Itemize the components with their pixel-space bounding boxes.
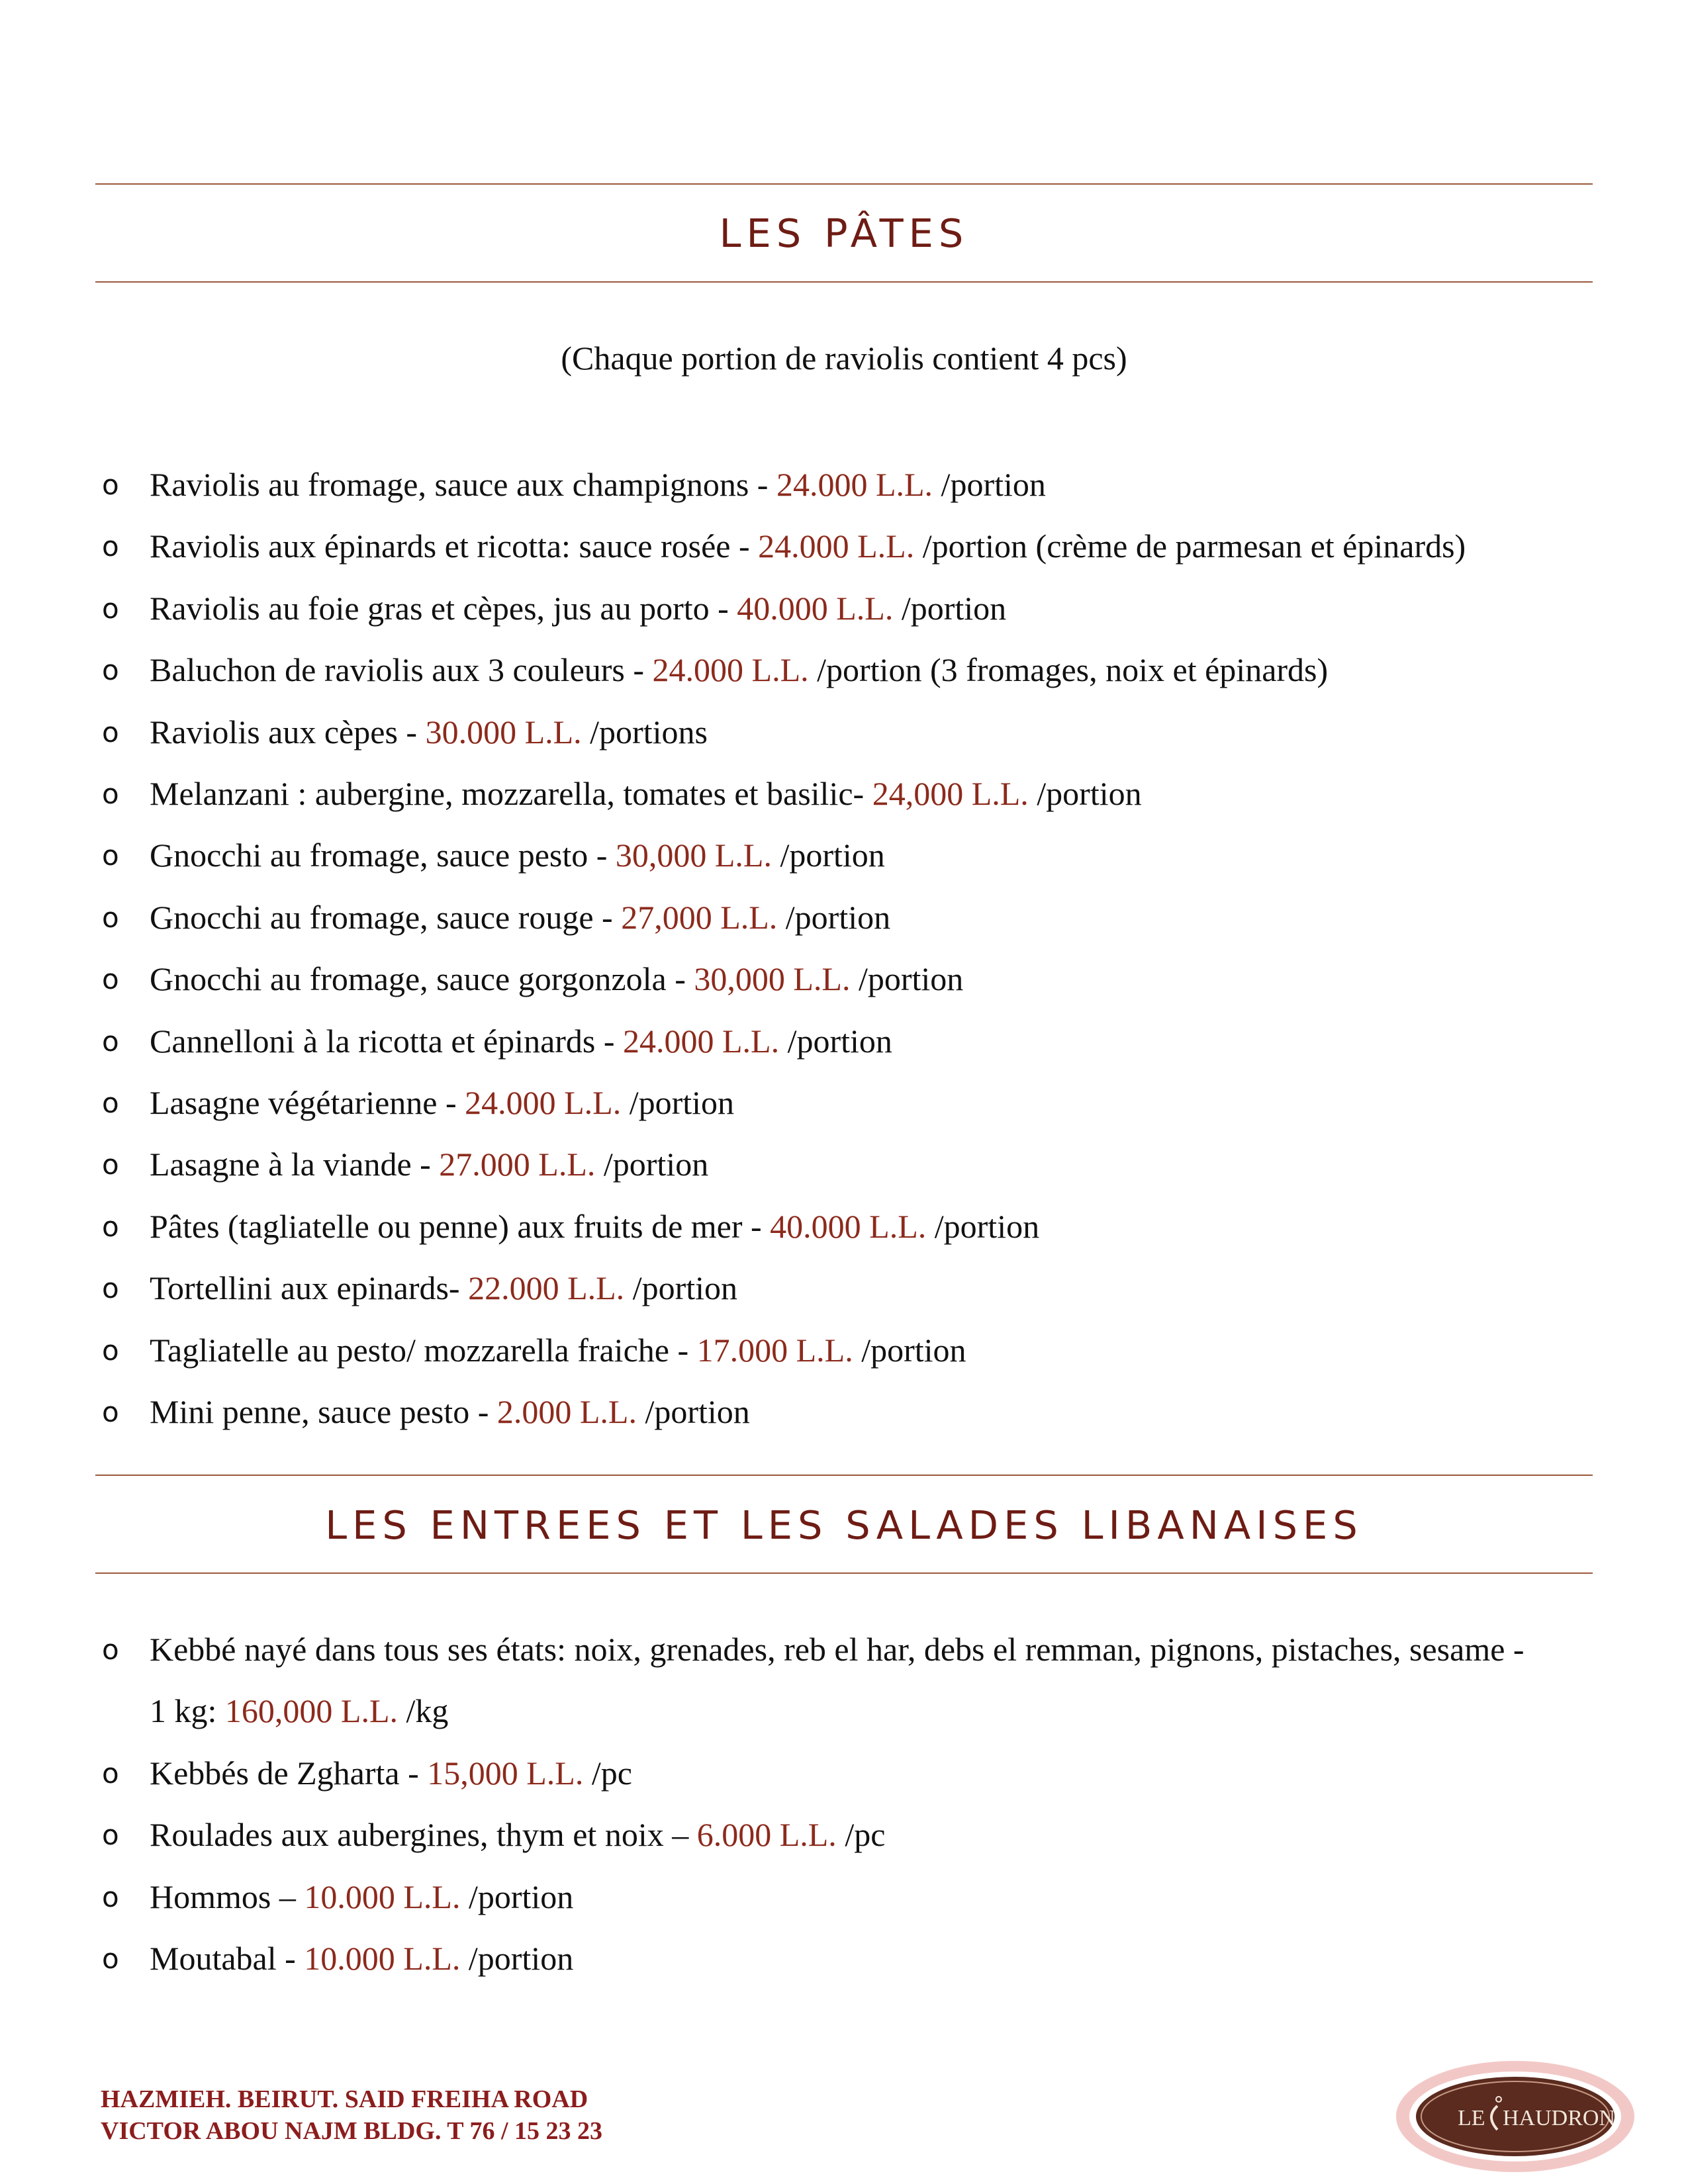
svg-text:LE: LE <box>1458 2106 1485 2130</box>
menu-item <box>95 1743 1525 1804</box>
menu-item <box>95 1072 1593 1134</box>
menu-item-unit: /portion <box>779 1022 892 1060</box>
bullet-icon: o <box>102 654 119 687</box>
menu-item <box>95 948 1593 1010</box>
menu-item-name: Hommos – <box>150 1878 305 1915</box>
menu-item <box>95 1196 1593 1257</box>
menu-item-unit: /pc <box>583 1754 632 1792</box>
menu-item-price: 24,000 L.L. <box>872 775 1029 813</box>
menu-item-price: 15,000 L.L. <box>427 1754 584 1792</box>
entrees-menu-list <box>95 1619 1525 1989</box>
menu-item-price: 30,000 L.L. <box>615 837 772 874</box>
footer-address-line2: VICTOR ABOU NAJM BLDG. T 76 / 15 23 23 <box>101 2117 602 2145</box>
menu-item <box>95 702 1593 763</box>
menu-item-name: Cannelloni à la ricotta et épinards - <box>150 1022 624 1060</box>
ravioli-note: (Chaque portion de raviolis contient 4 pcs) <box>561 340 1127 377</box>
menu-item <box>95 1257 1593 1319</box>
menu-item-price: 30.000 L.L. <box>425 713 582 751</box>
menu-item-price: 40.000 L.L. <box>737 589 894 627</box>
menu-item-name: Baluchon de raviolis aux 3 couleurs - <box>150 651 653 689</box>
footer-address-line1: HAZMIEH. BEIRUT. SAID FREIHA ROAD <box>101 2085 588 2113</box>
menu-item-unit: /portion <box>777 898 891 936</box>
top-rule-entrees <box>95 1475 1593 1476</box>
bullet-icon: o <box>102 1148 119 1181</box>
menu-item <box>95 763 1593 825</box>
bullet-icon: o <box>102 469 119 501</box>
menu-item-unit: /portion <box>893 589 1007 627</box>
menu-item <box>95 639 1593 701</box>
menu-item-name: Melanzani : aubergine, mozzarella, tomates et basilic- <box>150 775 872 813</box>
bullet-icon: o <box>102 1396 119 1429</box>
menu-item-unit: /portion <box>621 1084 735 1122</box>
menu-item-unit: /portion (crème de parmesan et épinards) <box>914 527 1466 565</box>
menu-item-name: Gnocchi au fromage, sauce gorgonzola - <box>150 960 694 998</box>
menu-item-price: 24.000 L.L. <box>465 1084 622 1122</box>
bullet-icon: o <box>102 1633 119 1666</box>
menu-item-price: 2.000 L.L. <box>496 1393 637 1431</box>
menu-item-name: Kebbés de Zgharta - <box>150 1754 428 1792</box>
menu-item-price: 30,000 L.L. <box>694 960 851 998</box>
menu-item <box>95 578 1593 639</box>
menu-item <box>95 1619 1525 1743</box>
le-chaudron-logo <box>1393 2057 1638 2176</box>
menu-item-unit: /portion <box>933 466 1046 503</box>
menu-item-name: Lasagne à la viande - <box>150 1146 440 1183</box>
menu-item-unit: /portion <box>850 960 964 998</box>
bullet-icon: o <box>102 778 119 811</box>
bottom-rule-pates <box>95 281 1593 283</box>
menu-item-unit: /portion <box>853 1331 966 1369</box>
menu-item-price: 24.000 L.L. <box>652 651 809 689</box>
section-title-entrees: LES ENTREES ET LES SALADES LIBANAISES <box>325 1502 1363 1548</box>
menu-item <box>95 1320 1593 1381</box>
menu-item-unit: /portion <box>624 1269 738 1307</box>
menu-item-name: Tagliatelle au pesto/ mozzarella fraiche - <box>150 1331 697 1369</box>
bullet-icon: o <box>102 1942 119 1976</box>
pates-menu-list <box>95 454 1593 1443</box>
menu-item-unit: /portion (3 fromages, noix et épinards) <box>808 651 1329 689</box>
bullet-icon: o <box>102 530 119 563</box>
menu-item <box>95 516 1593 577</box>
bullet-icon: o <box>102 592 119 625</box>
menu-item-price: 6.000 L.L. <box>696 1816 837 1854</box>
menu-item <box>95 887 1593 948</box>
bullet-icon: o <box>102 1087 119 1120</box>
menu-item-name: Lasagne végétarienne - <box>150 1084 465 1122</box>
menu-item-unit: /portion <box>1028 775 1142 813</box>
menu-item-price: 17.000 L.L. <box>696 1331 853 1369</box>
menu-item-unit: /portion <box>771 837 885 874</box>
bottom-rule-entrees <box>95 1572 1593 1574</box>
menu-item-name: Raviolis aux épinards et ricotta: sauce rosée - <box>150 527 759 565</box>
menu-item-name: Gnocchi au fromage, sauce rouge - <box>150 898 622 936</box>
bullet-icon: o <box>102 839 119 872</box>
bullet-icon: o <box>102 963 119 996</box>
menu-item-unit: /portions <box>581 713 708 751</box>
menu-item <box>95 1804 1525 1866</box>
menu-item <box>95 1866 1525 1928</box>
menu-item-price: 24.000 L.L. <box>776 466 933 503</box>
menu-item-unit: /kg <box>398 1692 449 1730</box>
bullet-icon: o <box>102 1819 119 1852</box>
footer-address <box>101 2083 602 2147</box>
menu-item-price: 27.000 L.L. <box>439 1146 596 1183</box>
bullet-icon: o <box>102 715 119 749</box>
bullet-icon: o <box>102 1880 119 1913</box>
menu-item-name: Kebbé nayé dans tous ses états: noix, grenades, reb el har, debs el remman, pignons, pistaches, sesame - 1 kg: <box>150 1631 1524 1730</box>
menu-item-price: 22.000 L.L. <box>468 1269 625 1307</box>
menu-item-name: Gnocchi au fromage, sauce pesto - <box>150 837 616 874</box>
menu-item <box>95 1134 1593 1195</box>
menu-item <box>95 825 1593 886</box>
svg-text:HAUDRON: HAUDRON <box>1503 2106 1615 2130</box>
section-title-pates: LES PÂTES <box>719 210 969 256</box>
menu-item <box>95 1381 1593 1443</box>
menu-item <box>95 1011 1593 1072</box>
menu-item-price: 10.000 L.L. <box>304 1878 461 1915</box>
menu-item-unit: /pc <box>836 1816 886 1854</box>
bullet-icon: o <box>102 1756 119 1790</box>
menu-item-price: 10.000 L.L. <box>304 1940 461 1978</box>
menu-item-unit: /portion <box>460 1940 574 1978</box>
bullet-icon: o <box>102 1210 119 1243</box>
menu-item-unit: /portion <box>595 1146 709 1183</box>
menu-item-name: Mini penne, sauce pesto - <box>150 1393 497 1431</box>
menu-item-name: Raviolis au foie gras et cèpes, jus au porto - <box>150 589 737 627</box>
menu-item-name: Roulades aux aubergines, thym et noix – <box>150 1816 697 1854</box>
bullet-icon: o <box>102 1024 119 1058</box>
menu-item-unit: /portion <box>636 1393 750 1431</box>
menu-item-price: 40.000 L.L. <box>770 1207 927 1245</box>
menu-item-unit: /portion <box>926 1207 1040 1245</box>
menu-item-price: 24.000 L.L. <box>623 1022 780 1060</box>
menu-item <box>95 1928 1525 1989</box>
menu-item-name: Raviolis au fromage, sauce aux champignons - <box>150 466 776 503</box>
menu-item-price: 24.000 L.L. <box>758 527 915 565</box>
bullet-icon: o <box>102 1272 119 1305</box>
menu-item <box>95 454 1593 516</box>
bullet-icon: o <box>102 1334 119 1367</box>
menu-item-name: Tortellini aux epinards- <box>150 1269 469 1307</box>
menu-item-name: Raviolis aux cèpes - <box>150 713 426 751</box>
top-rule-pates <box>95 183 1593 185</box>
menu-item-name: Moutabal - <box>150 1940 305 1978</box>
menu-item-name: Pâtes (tagliatelle ou penne) aux fruits de mer - <box>150 1207 771 1245</box>
menu-item-unit: /portion <box>460 1878 574 1915</box>
menu-item-price: 160,000 L.L. <box>224 1692 398 1730</box>
bullet-icon: o <box>102 901 119 934</box>
menu-item-price: 27,000 L.L. <box>621 898 778 936</box>
